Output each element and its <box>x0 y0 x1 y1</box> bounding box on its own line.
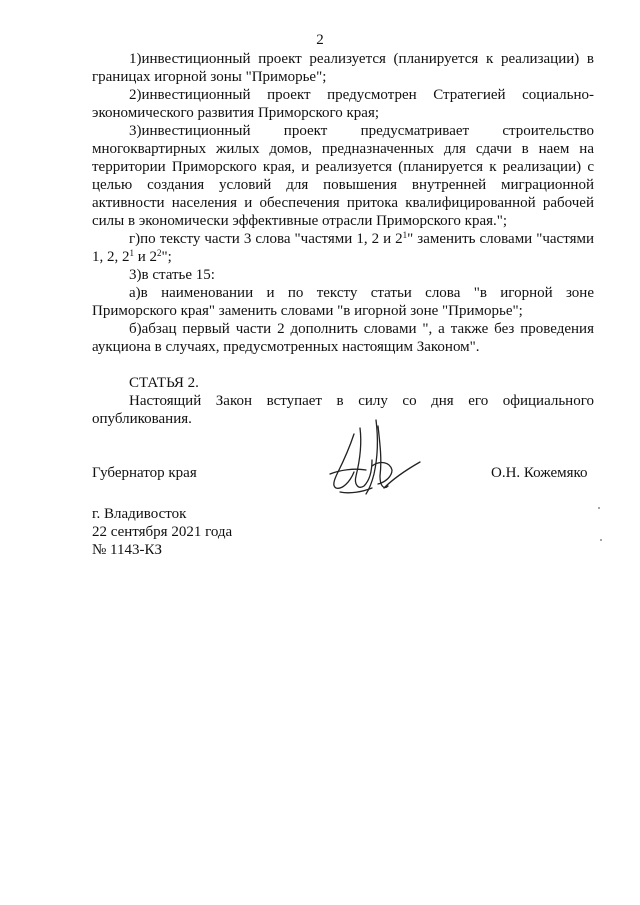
subitem-b-paragraph: б)абзац первый части 2 дополнить словами ", а также без проведения аукциона в случаях, предусмотренных настоящим Законом". <box>92 321 594 355</box>
item-g-text-4: "; <box>161 249 172 265</box>
footer-city: г. Владивосток <box>92 506 187 522</box>
item-g-text-1: г)по тексту части 3 слова "частями 1, 2 и 2 <box>129 231 403 247</box>
law-text-body <box>92 50 594 428</box>
item-g-superscript-3: 2 <box>157 248 162 258</box>
item-g-text-3: и 2 <box>134 249 158 265</box>
item-3-paragraph: 3)инвестиционный проект предусматривает строительство многоквартирных жилых домов, предназначенных для сдачи в наем на территории Приморского края, и реализуется (планируется к реализации) с целью создания условий для повышения внутренней миграционной активности населения и обеспечения притока квалифицированной рабочей силы в экономически эффективные отрасли Приморского края."; <box>92 123 594 229</box>
article-2-text: Настоящий Закон вступает в силу со дня его официального опубликования. <box>92 393 594 427</box>
article-15-paragraph: 3)в статье 15: <box>129 267 215 283</box>
item-g-superscript-1: 1 <box>402 230 408 240</box>
subitem-a-paragraph: а)в наименовании и по тексту статьи слова "в игорной зоне Приморского края" заменить словами "в игорной зоне "Приморье"; <box>92 285 594 319</box>
signatory-name: О.Н. Кожемяко <box>491 465 588 481</box>
item-g-superscript-2: 1 <box>129 248 134 258</box>
signatory-title: Губернатор края <box>92 465 197 481</box>
article-2-heading: СТАТЬЯ 2. <box>129 375 199 391</box>
document-footer <box>92 505 232 559</box>
item-g-text-2: " заменить словами "частями 1, 2, 2 <box>92 231 594 265</box>
scan-speck <box>600 539 602 541</box>
scan-speck <box>598 507 600 509</box>
item-g-paragraph <box>92 230 594 266</box>
page-number: 2 <box>316 32 324 48</box>
item-1-paragraph: 1)инвестиционный проект реализуется (планируется к реализации) в границах игорной зоны "Приморье"; <box>92 51 594 85</box>
item-2-paragraph: 2)инвестиционный проект предусмотрен Стратегией социально-экономического развития Приморского края; <box>92 87 594 121</box>
footer-number: № 1143-КЗ <box>92 542 163 558</box>
footer-date: 22 сентября 2021 года <box>92 524 233 540</box>
handwritten-signature <box>320 416 430 512</box>
